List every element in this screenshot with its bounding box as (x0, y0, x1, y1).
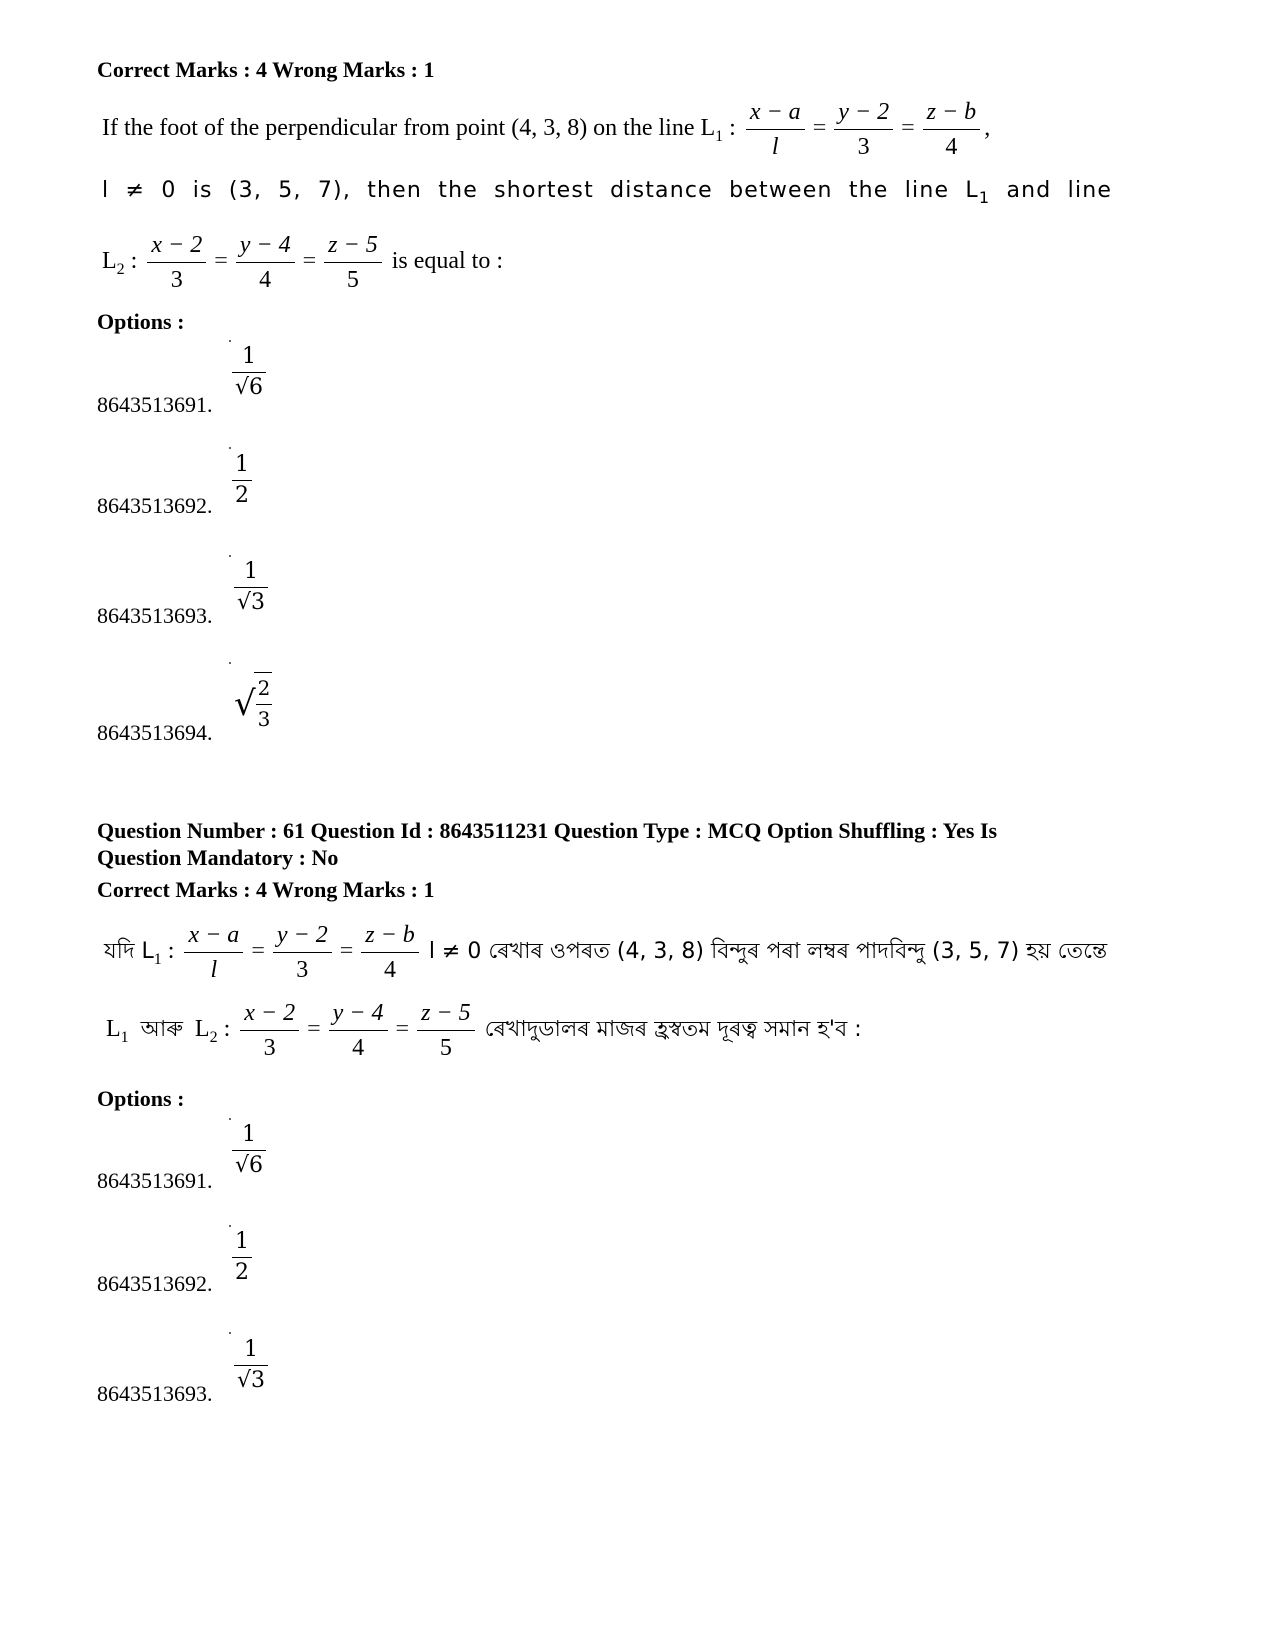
frac-y-2: $\frac{y - 2}{3}$ (834, 95, 893, 164)
frac-g1: $\frac{x - 2}{3}$ (147, 228, 206, 297)
option-id: 8643513693. (97, 603, 213, 628)
option-id: 8643513692. (97, 1271, 213, 1296)
option-fraction: 1 √6 (232, 342, 266, 403)
q61-header-line2: Question Mandatory : No (97, 845, 339, 870)
option-fraction: 1 √3 (234, 1335, 268, 1396)
frac-z-b: $\frac{z - b}{4}$ (923, 95, 981, 164)
option-fraction: 1 √3 (234, 557, 268, 618)
q60-intro: If the foot of the perpendicular from point (4, 3, 8) on the line L (102, 115, 716, 142)
q60-line1: If the foot of the perpendicular from point (4, 3, 8) on the line $L_1$ : $\frac{x - a}{l}$ = $\frac{y - 2}{3}$ = $\frac{z - b}{4}$ , (102, 95, 990, 164)
option-id: 8643513692. (97, 493, 213, 518)
q61-marks: Correct Marks : 4 Wrong Marks : 1 (97, 877, 435, 902)
q61-line1: যদি $L_1$ : $\frac{x - a}{l}$ = $\frac{y - 2}{3}$ = $\frac{z - b}{4}$ l ≠ 0 ৰেখাৰ ওপৰত (4, 3, 8) বিন্দুৰ পৰা লম্বৰ পাদবিন্দু (3, 5, 7) হয় তেন্তে (104, 918, 1107, 987)
frac-g2: $\frac{y - 4}{4}$ (329, 996, 388, 1065)
option-fraction: 1 √6 (232, 1120, 266, 1181)
option-fraction: 1 2 (232, 450, 252, 511)
frac-x-a: $\frac{x - a}{l}$ (184, 918, 243, 987)
option-fraction: 1 2 (232, 1227, 252, 1288)
frac-y-2: $\frac{y - 2}{3}$ (273, 918, 332, 987)
q61-header-line1: Question Number : 61 Question Id : 8643511231 Question Type : MCQ Option Shuffling : Yes Is (97, 818, 998, 843)
q61-options-label: Options : (97, 1086, 185, 1111)
frac-g2: $\frac{y - 4}{4}$ (236, 228, 295, 297)
frac-x-a: $\frac{x - a}{l}$ (746, 95, 805, 164)
frac-z-b: $\frac{z - b}{4}$ (361, 918, 419, 987)
option-id: 8643513693. (97, 1381, 213, 1406)
frac-g3: $\frac{z - 5}{5}$ (417, 996, 475, 1065)
q60-line3: $L_2$ : $\frac{x - 2}{3}$ = $\frac{y - 4}{4}$ = $\frac{z - 5}{5}$ is equal to : (102, 228, 503, 297)
option-id: 8643513691. (97, 1168, 213, 1193)
q60-marks: Correct Marks : 4 Wrong Marks : 1 (97, 57, 435, 82)
frac-g1: $\frac{x - 2}{3}$ (240, 996, 299, 1065)
q61-line2: $L_1$ আৰু $L_2$ : $\frac{x - 2}{3}$ = $\frac{y - 4}{4}$ = $\frac{z - 5}{5}$ ৰেখাদুডালৰ মাজৰ হ্ৰস্বতম দূৰত্ব সমান হ'ব : (106, 996, 862, 1065)
q60-line2: l ≠ 0 is (3, 5, 7), then the shortest distance between the line $L_1$ and line (102, 178, 1113, 207)
option-id: 8643513691. (97, 392, 213, 417)
option-id: 8643513694. (97, 720, 213, 745)
frac-g3: $\frac{z - 5}{5}$ (324, 228, 382, 297)
q60-options-label: Options : (97, 309, 185, 334)
